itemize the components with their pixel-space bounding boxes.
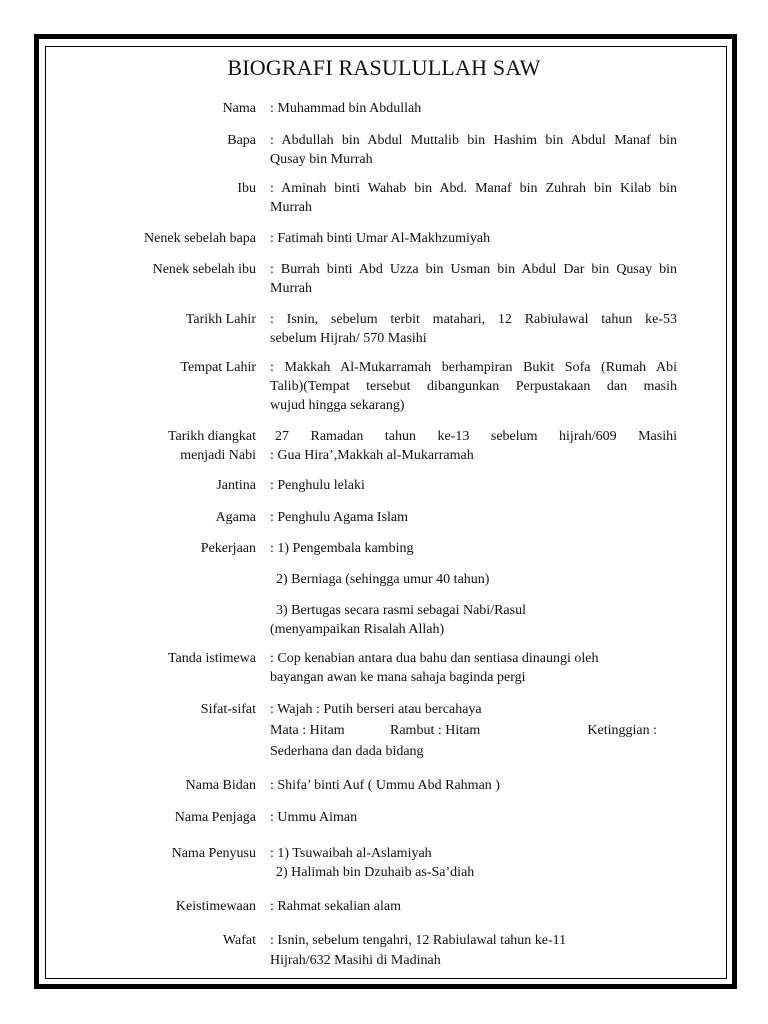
field-value: : Isnin, sebelum terbit matahari, 12 Rabiulawal tahun ke-53 — [270, 312, 677, 327]
field-value: : Fatimah binti Umar Al-Makhzumiyah — [270, 231, 491, 246]
field-label: Tempat Lahir — [180, 360, 256, 375]
field-value: : 1) Pengembala kambing — [270, 541, 414, 556]
field-label: Ibu — [237, 181, 256, 196]
field-value: : Penghulu Agama Islam — [270, 510, 409, 525]
field-label: Tanda istimewa — [167, 651, 256, 666]
field-value: : Makkah Al-Mukarramah berhampiran Bukit Sofa (Rumah Abi — [270, 360, 677, 375]
field-value: : Isnin, sebelum tengahri, 12 Rabiulawal tahun ke-11 — [270, 933, 567, 948]
mata-value: Mata : Hitam — [270, 723, 345, 738]
field-label: Keistimewaan — [175, 899, 256, 914]
field-value: : Gua Hira’,Makkah al-Mukarramah — [270, 448, 474, 463]
field-label: Bapa — [227, 133, 256, 148]
field-value: : Burrah binti Abd Uzza bin Usman bin Abdul Dar bin Qusay bin — [270, 262, 677, 277]
field-value: bayangan awan ke mana sahaja baginda pergi — [270, 670, 526, 685]
field-label: menjadi Nabi — [180, 448, 256, 463]
field-value: : Ummu Aiman — [270, 810, 358, 825]
ketinggian-label: Ketinggian : — [587, 723, 657, 738]
field-value: : 1) Tsuwaibah al-Aslamiyah — [270, 846, 432, 861]
rambut-value: Rambut : Hitam — [390, 723, 481, 738]
field-value: 27 Ramadan tahun ke-13 sebelum hijrah/609 Masihi — [275, 429, 677, 444]
field-value: 2) Halimah bin Dzuhaib as-Sa’diah — [276, 865, 475, 880]
document-title: BIOGRAFI RASULULLAH SAW — [227, 55, 541, 80]
field-label: Tarikh diangkat — [167, 429, 256, 444]
field-label: Nenek sebelah ibu — [152, 262, 256, 277]
field-label: Nama — [222, 101, 256, 116]
field-value: : Wajah : Putih berseri atau bercahaya — [270, 702, 482, 717]
field-label: Sifat-sifat — [200, 702, 256, 717]
field-label: Jantina — [216, 478, 256, 493]
field-label: Wafat — [222, 933, 256, 948]
field-value: : Rahmat sekalian alam — [270, 899, 402, 914]
field-value: Talib)(Tempat tersebut dibangunkan Perpustakaan dan masih — [270, 379, 677, 394]
field-label: Tarikh Lahir — [185, 312, 256, 327]
field-value: 2) Berniaga (sehingga umur 40 tahun) — [276, 572, 490, 587]
field-value: Hijrah/632 Masihi di Madinah — [270, 953, 441, 968]
field-value: 3) Bertugas secara rasmi sebagai Nabi/Rasul — [276, 603, 526, 618]
field-label: Nama Penjaga — [174, 810, 256, 825]
field-label: Nama Bidan — [185, 778, 256, 793]
field-value: Murrah — [270, 281, 312, 296]
field-value: : Cop kenabian antara dua bahu dan sentiasa dinaungi oleh — [270, 651, 599, 666]
field-value: : Muhammad bin Abdullah — [270, 101, 422, 116]
field-value: : Penghulu lelaki — [270, 478, 365, 493]
field-label: Agama — [215, 510, 256, 525]
field-value: : Abdullah bin Abdul Muttalib bin Hashim bin Abdul Manaf bin — [270, 133, 677, 148]
field-label: Nama Penyusu — [171, 846, 256, 861]
field-label: Nenek sebelah bapa — [144, 231, 256, 246]
field-value: : Aminah binti Wahab bin Abd. Manaf bin Zuhrah bin Kilab bin — [270, 181, 677, 196]
field-value: (menyampaikan Risalah Allah) — [270, 622, 445, 637]
field-value: Murrah — [270, 200, 312, 215]
field-value: wujud hingga sekarang) — [270, 398, 405, 413]
field-value: sebelum Hijrah/ 570 Masihi — [270, 331, 427, 346]
field-label: Pekerjaan — [200, 541, 256, 556]
ketinggian-value: Sederhana dan dada bidang — [270, 744, 424, 759]
field-value: : Shifa’ binti Auf ( Ummu Abd Rahman ) — [270, 778, 500, 793]
field-value: Qusay bin Murrah — [270, 152, 373, 167]
